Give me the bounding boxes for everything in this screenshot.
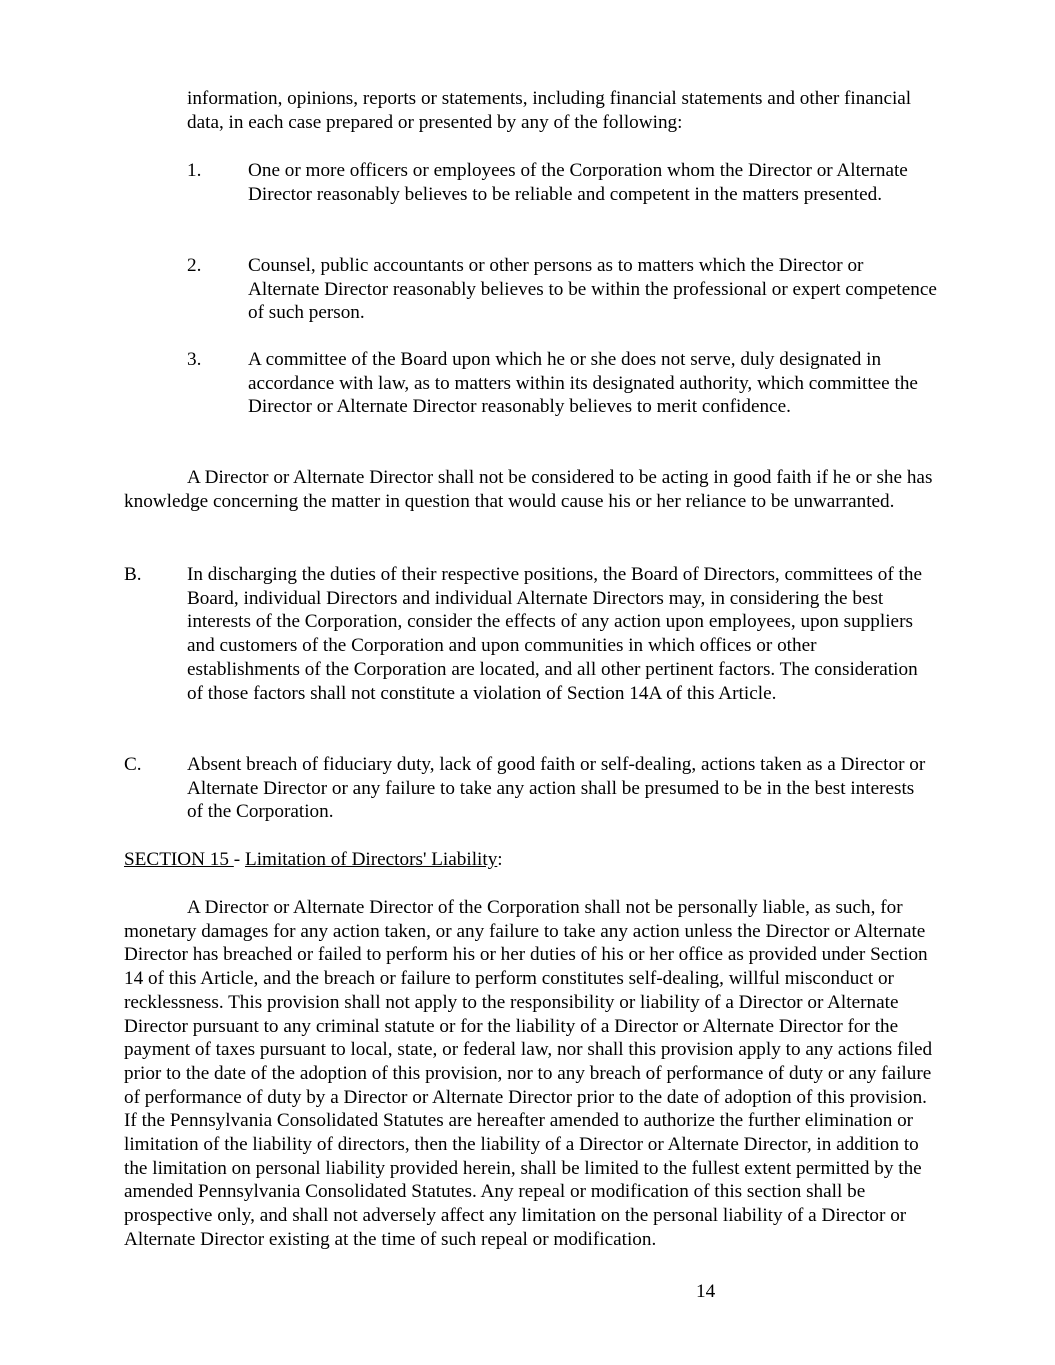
section-separator: - [233, 849, 245, 870]
limitation-paragraph: A Director or Alternate Director of the Corporation shall not be personally liable, as such, for monetary damages for any action taken, or any failure to take any action unless the Director or Alternate Director has breached or failed to perform his or her duties of his or her office as provided under Section 14 of this Article, and the breach or failure to perform constitutes self-dealing, willful misconduct or recklessness. This provision shall not apply to the responsibility or liability of a Director or Alternate Director pursuant to any criminal statute or for the liability of a Director or Alternate Director for the payment of taxes pursuant to local, state, or federal law, nor shall this provision apply to any actions filed prior to the date of the adoption of this provision, nor to any breach of performance of duty or any failure of performance of duty by a Director or Alternate Director prior to the date of adoption of this provision. If the Pennsylvania Consolidated Statutes are hereafter amended to authorize the further elimination or limitation of the liability of directors, then the liability of a Director or Alternate Director, in addition to the limitation on personal liability provided herein, shall be limited to the fullest extent permitted by the amended Pennsylvania Consolidated Statutes. Any repeal or modification of this section shall be prospective only, and shall not adversely affect any limitation on the personal liability of a Director or Alternate Director existing at the time of such repeal or modification. [124, 897, 933, 1250]
item-letter: C. [124, 754, 142, 775]
numbered-item [187, 348, 947, 419]
item-text: One or more officers or employees of the Corporation whom the Director or Alternate Director reasonably believes to be reliable and competent in the matters presented. [248, 160, 908, 205]
item-text: Counsel, public accountants or other persons as to matters which the Director or Alternate Director reasonably believes to be within the professional or expert competence of such person. [248, 255, 937, 324]
good-faith-paragraph: A Director or Alternate Director shall not be considered to be acting in good faith if he or she has knowledge concerning the matter in question that would cause his or her reliance to be unwarranted. [124, 467, 933, 512]
item-number: 1. [187, 160, 202, 181]
section-number: SECTION 15 [124, 849, 234, 870]
item-text: In discharging the duties of their respective positions, the Board of Directors, committees of the Board, individual Directors and individual Alternate Directors may, in considering the best interests of the Corporation, consider the effects of any action upon employees, upon suppliers and customers of the Corporation and upon communities in which offices or other establishments of the Corporation are located, and all other pertinent factors. The consideration of those factors shall not constitute a violation of Section 14A of this Article. [187, 564, 922, 704]
page-number: 14 [696, 1281, 716, 1302]
numbered-item [187, 159, 947, 206]
numbered-item [187, 254, 947, 325]
section-title: Limitation of Directors' Liability [244, 849, 498, 870]
item-number: 2. [187, 255, 202, 276]
item-letter: B. [124, 564, 142, 585]
intro-paragraph: information, opinions, reports or statements, including financial statements and other financial data, in each case prepared or presented by any of the following: [187, 88, 912, 133]
section-colon: : [497, 849, 503, 870]
lettered-item [124, 563, 944, 705]
lettered-item [124, 753, 944, 824]
item-text: Absent breach of fiduciary duty, lack of good faith or self-dealing, actions taken as a Director or Alternate Director or any failure to take any action shall be presumed to be in the best interests of the Corporation. [187, 754, 926, 823]
item-number: 3. [187, 349, 202, 370]
item-text: A committee of the Board upon which he or she does not serve, duly designated in accordance with law, as to matters within its designated authority, which committee the Director or Alternate Director reasonably believes to merit confidence. [248, 349, 918, 418]
section-heading [124, 848, 503, 872]
